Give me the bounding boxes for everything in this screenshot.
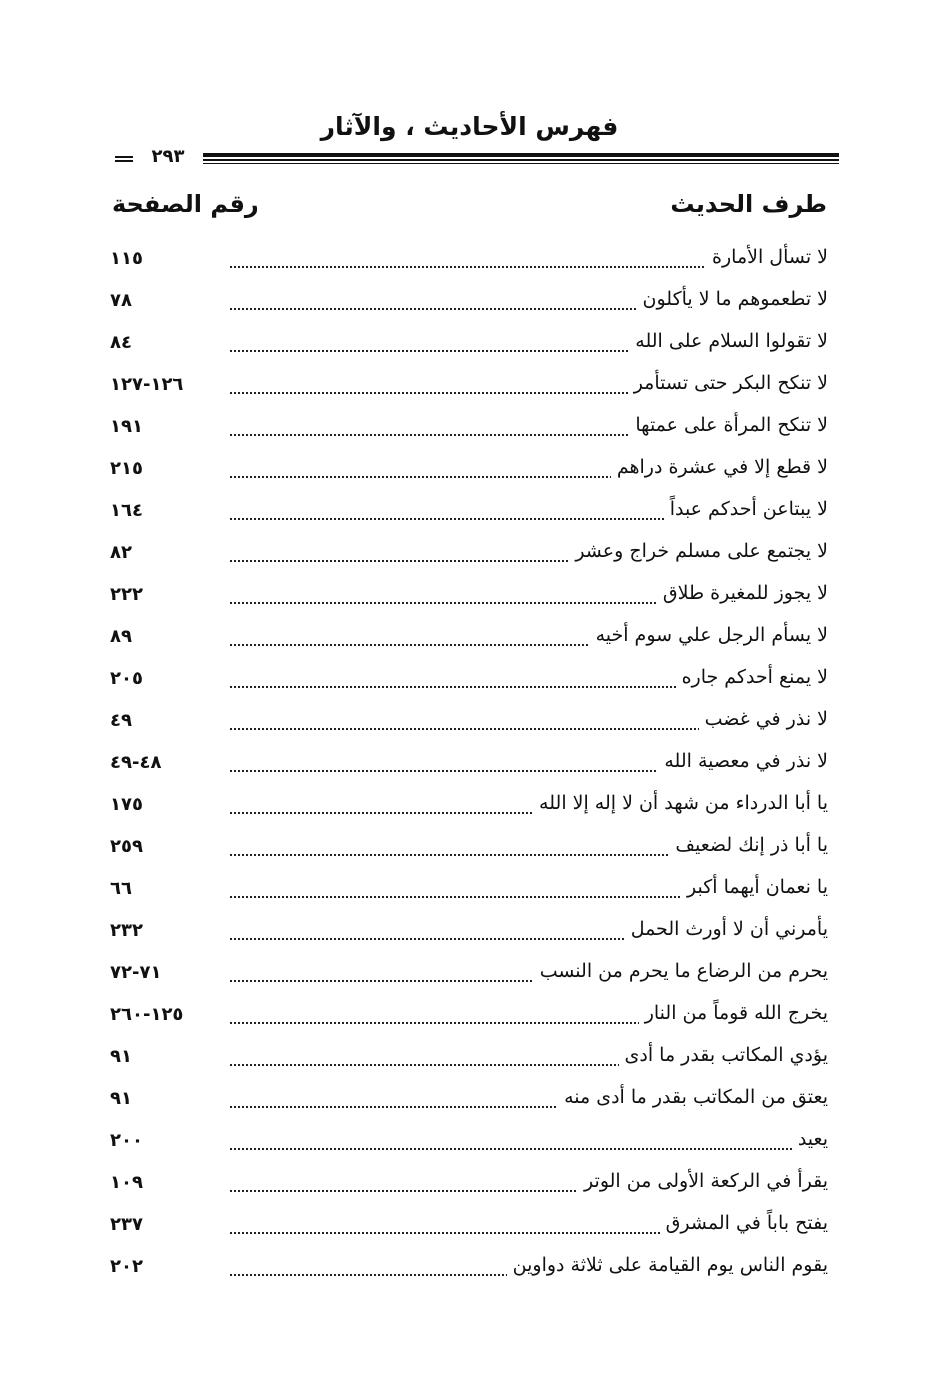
hadith-text: يحرم من الرضاع ما يحرم من النسب [534,960,828,982]
page-reference: ١٧٥ [110,794,143,815]
page-reference: ٢٣٧ [110,1214,143,1235]
page-reference: ٨٢ [110,542,132,563]
hadith-text: لا تطعموهم ما لا يأكلون [637,288,828,310]
index-entry [110,998,828,1040]
column-header-page: رقم الصفحة [112,190,259,218]
page-reference: ١٩١ [110,416,143,437]
hadith-text: لا يسأم الرجل علي سوم أخيه [590,624,828,646]
page-reference: ٢٠٥ [110,668,143,689]
index-entry [110,914,828,956]
page-reference: ٢٠٠ [110,1130,143,1151]
page-reference: ٤٩ [110,710,132,731]
hadith-text: يا نعمان أيهما أكبر [681,876,828,898]
hadith-text: يقرأ في الركعة الأولى من الوتر [578,1170,828,1192]
index-entry [110,1250,828,1292]
index-entry [110,1166,828,1208]
page-reference: ١٢٦-١٢٧ [110,374,184,395]
page-reference: ١٠٩ [110,1172,143,1193]
hadith-text: يخرج الله قوماً من النار [639,1002,828,1024]
index-entry [110,242,828,284]
page-reference: ٧٨ [110,290,132,311]
column-header-hadith: طرف الحديث [670,190,827,218]
index-entry [110,452,828,494]
index-list [110,242,828,1292]
leader-dots [230,1148,828,1150]
hadith-text: يقوم الناس يوم القيامة على ثلاثة دواوين [507,1254,828,1276]
index-entry [110,1040,828,1082]
index-entry [110,830,828,872]
index-entry [110,620,828,662]
index-entry [110,746,828,788]
page-reference: ١١٥ [110,248,143,269]
page-reference: ٢١٥ [110,458,143,479]
page-reference: ٨٩ [110,626,132,647]
index-entry [110,1124,828,1166]
hadith-text: يفتح باباً في المشرق [660,1212,828,1234]
hadith-text: لا يجوز للمغيرة طلاق [657,582,828,604]
index-entry [110,872,828,914]
index-entry [110,662,828,704]
page-number: ٢٩٣ [151,146,185,167]
page-reference: ٧١-٧٢ [110,962,162,983]
hadith-text: يأمرني أن لا أورث الحمل [625,918,828,940]
page-reference: ١٦٤ [110,500,143,521]
page-reference: ٢٣٢ [110,920,143,941]
page-reference: ٨٤ [110,332,132,353]
index-entry [110,536,828,578]
page-reference: ٢٢٢ [110,584,143,605]
hadith-text: يا أبا ذر إنك لضعيف [669,834,828,856]
hadith-text: يا أبا الدرداء من شهد أن لا إله إلا الله [533,792,828,814]
page-reference: ٩١ [110,1046,132,1067]
header-rule-bars [203,153,839,164]
index-entry [110,788,828,830]
page-reference: ٢٥٩ [110,836,143,857]
index-entry [110,704,828,746]
index-entry [110,578,828,620]
header-rule [115,146,839,168]
index-entry [110,368,828,410]
hadith-text: لا يمنع أحدكم جاره [676,666,828,688]
page-reference: ١٢٥-٢٦٠ [110,1004,184,1025]
index-entry [110,326,828,368]
hadith-text: لا قطع إلا في عشرة دراهم [611,456,828,478]
header-rule-lead [115,156,133,164]
index-entry [110,1082,828,1124]
index-entry [110,494,828,536]
index-entry [110,410,828,452]
hadith-text: لا تنكح البكر حتى تستأمر [628,372,828,394]
index-entry [110,284,828,326]
hadith-text: لا يبتاعن أحدكم عبداً [664,498,828,520]
page-reference: ٢٠٢ [110,1256,143,1277]
page-title: فهرس الأحاديث ، والآثار [320,112,619,141]
hadith-text: يؤدي المكاتب بقدر ما أدى [619,1044,829,1066]
hadith-text: يعتق من المكاتب بقدر ما أدى منه [558,1086,828,1108]
index-entry [110,1208,828,1250]
page-reference: ٦٦ [110,878,132,899]
index-entry [110,956,828,998]
page-reference: ٤٨-٤٩ [110,752,162,773]
page-reference: ٩١ [110,1088,132,1109]
hadith-text: يعيد [792,1128,828,1150]
hadith-text: لا تقولوا السلام على الله [629,330,828,352]
hadith-text: لا تسأل الأمارة [706,246,828,268]
hadith-text: لا تنكح المرأة على عمتها [629,414,828,436]
hadith-text: لا نذر في غضب [699,708,828,730]
hadith-text: لا يجتمع على مسلم خراج وعشر [569,540,828,562]
hadith-text: لا نذر في معصية الله [658,750,828,772]
